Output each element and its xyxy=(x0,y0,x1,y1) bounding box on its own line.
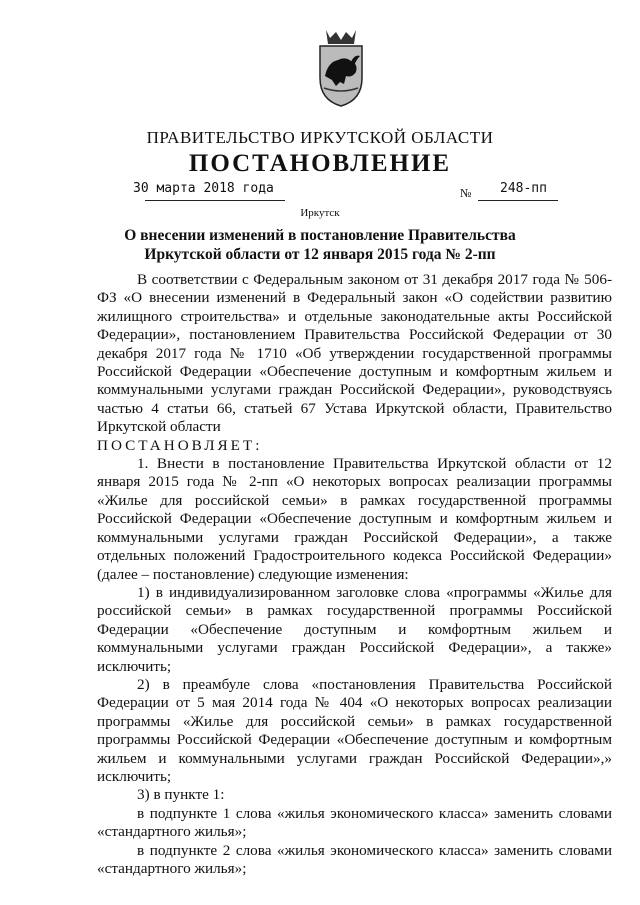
government-name: ПРАВИТЕЛЬСТВО ИРКУТСКОЙ ОБЛАСТИ xyxy=(146,128,494,147)
preamble-paragraph: В соответствии с Федеральным законом от 31 декабря 2017 года № 506-ФЗ «О внесении изменений в Федеральный закон «О содействии развитию жилищного строительства» и отдельные законодательные акты Российской Федерации», постановлением Правительства Российской Федерации от 30 декабря 2017 года № 1710 «Об утверждении государственной программы Российской Федерации «Обеспечение доступным и комфортным жильем и коммунальными услугами граждан Российской Федерации», руководствуясь частью 4 статьи 66, статьей 67 Устава Иркутской области, Правительство Иркутской области xyxy=(97,271,612,436)
document-number: 248-пп xyxy=(500,181,547,196)
coat-of-arms-icon xyxy=(316,28,366,108)
postanovlyaet-heading: ПОСТАНОВЛЯЕТ: xyxy=(97,436,263,454)
number-sign: № xyxy=(460,186,472,200)
subitem-3-paragraph: 3) в пункте 1: xyxy=(137,786,225,804)
number-underline xyxy=(478,200,558,201)
item-1-paragraph: 1. Внести в постановление Правительства Иркутской области от 12 января 2015 года № 2-пп «О некоторых вопросах реализации программы «Жилье для российской семьи» в рамках государственной программы Российской Федерации «Обеспечение доступным и комфортным жильем и коммунальными услугами граждан Российской Федерации», а также отдельных положений Градостроительного кодекса Российской Федерации» (далее – постановление) следующие изменения: xyxy=(97,455,612,583)
city-name: Иркутск xyxy=(300,207,340,219)
subitem-3b-paragraph: в подпункте 2 слова «жилья экономического класса» заменить словами «стандартного жилья»; xyxy=(97,841,612,877)
document-type: ПОСТАНОВЛЕНИЕ xyxy=(188,150,452,177)
subitem-1-paragraph: 1) в индивидуализированном заголовке слова «программы «Жилье для российской семьи» в рамках государственной программы Российской Федерации «Обеспечение доступным и комфортным жильем и коммунальными услугами граждан Российской Федерации», а также» исключить; xyxy=(97,583,612,675)
subitem-3a-paragraph: в подпункте 1 слова «жилья экономического класса» заменить словами «стандартного жилья»; xyxy=(97,804,612,841)
document-date: 30 марта 2018 года xyxy=(133,181,274,196)
title-line-1: О внесении изменений в постановление Правительства xyxy=(124,227,516,244)
document-body xyxy=(97,271,612,878)
subitem-2-paragraph: 2) в преамбуле слова «постановления Правительства Российской Федерации от 5 мая 2014 года № 404 «О некоторых вопросах реализации программы «Жилье для российской семьи» в рамках государственной программы Российской Федерации «Обеспечение доступным и комфортным жильем и коммунальными услугами граждан Российской Федерации»,» исключить; xyxy=(97,675,612,785)
document-title xyxy=(60,226,580,264)
title-line-2: Иркутской области от 12 января 2015 года № 2-пп xyxy=(144,246,496,263)
date-underline xyxy=(145,200,285,201)
